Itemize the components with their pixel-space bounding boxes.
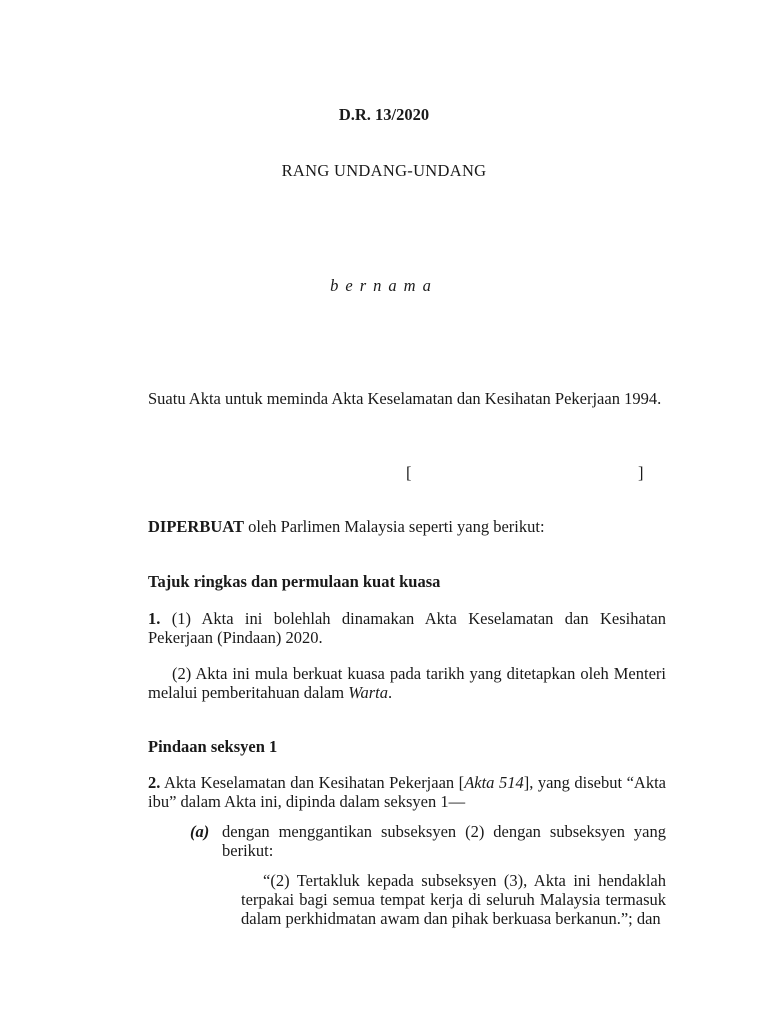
quoted-subsection-text: “(2) Tertakluk kepada subseksyen (3), Akta ini hendaklah terpakai bagi semua tempat kerja di seluruh Malaysia termasuk dalam perkhidmatan awam dan pihak berkuasa berkanun.”; dan (241, 871, 666, 928)
enacting-clause (148, 517, 666, 536)
section-2-text-end: ], yang disebut “Akta ibu” dalam Akta ini, dipinda dalam seksyen 1— (148, 773, 666, 811)
named-label: bernama (330, 276, 438, 295)
warta-italic: Warta (348, 683, 388, 702)
section-1-subsection-2-text: (2) Akta ini mula berkuat kuasa pada tarikh yang ditetapkan oleh Menteri melalui pemberitahuan dalam (148, 664, 666, 702)
section-1-subsection-1-text: (1) Akta ini bolehlah dinamakan Akta Keselamatan dan Kesihatan Pekerjaan (Pindaan) 2020. (148, 609, 666, 647)
section-1-number: 1. (148, 609, 161, 628)
date-bracket-open: [ (406, 463, 412, 482)
section-1-subsection-2-end: . (387, 683, 393, 702)
bill-type-title: RANG UNDANG-UNDANG (281, 161, 487, 180)
section-1-subsection-1 (148, 609, 666, 647)
section-2-number: 2. (148, 773, 161, 792)
enacting-keyword: DIPERBUAT (148, 517, 244, 536)
bill-number: D.R. 13/2020 (338, 105, 430, 124)
paragraph-a-label: (a) (190, 822, 210, 841)
section-2-heading: Pindaan seksyen 1 (148, 737, 278, 756)
section-2-text-start: Akta Keselamatan dan Kesihatan Pekerjaan [ (160, 773, 465, 792)
section-1-subsection-2 (148, 664, 666, 702)
section-1-heading: Tajuk ringkas dan permulaan kuat kuasa (148, 572, 441, 591)
quoted-subsection (241, 871, 666, 928)
section-2-text (148, 773, 666, 811)
enacting-text: oleh Parlimen Malaysia seperti yang berikut: (243, 517, 545, 536)
paragraph-a-text: dengan menggantikan subseksyen (2) dengan subseksyen yang berikut: (222, 822, 666, 860)
long-title: Suatu Akta untuk meminda Akta Keselamatan dan Kesihatan Pekerjaan 1994. (148, 389, 662, 408)
act-number-italic: Akta 514 (464, 773, 524, 792)
date-bracket-close: ] (638, 463, 644, 482)
